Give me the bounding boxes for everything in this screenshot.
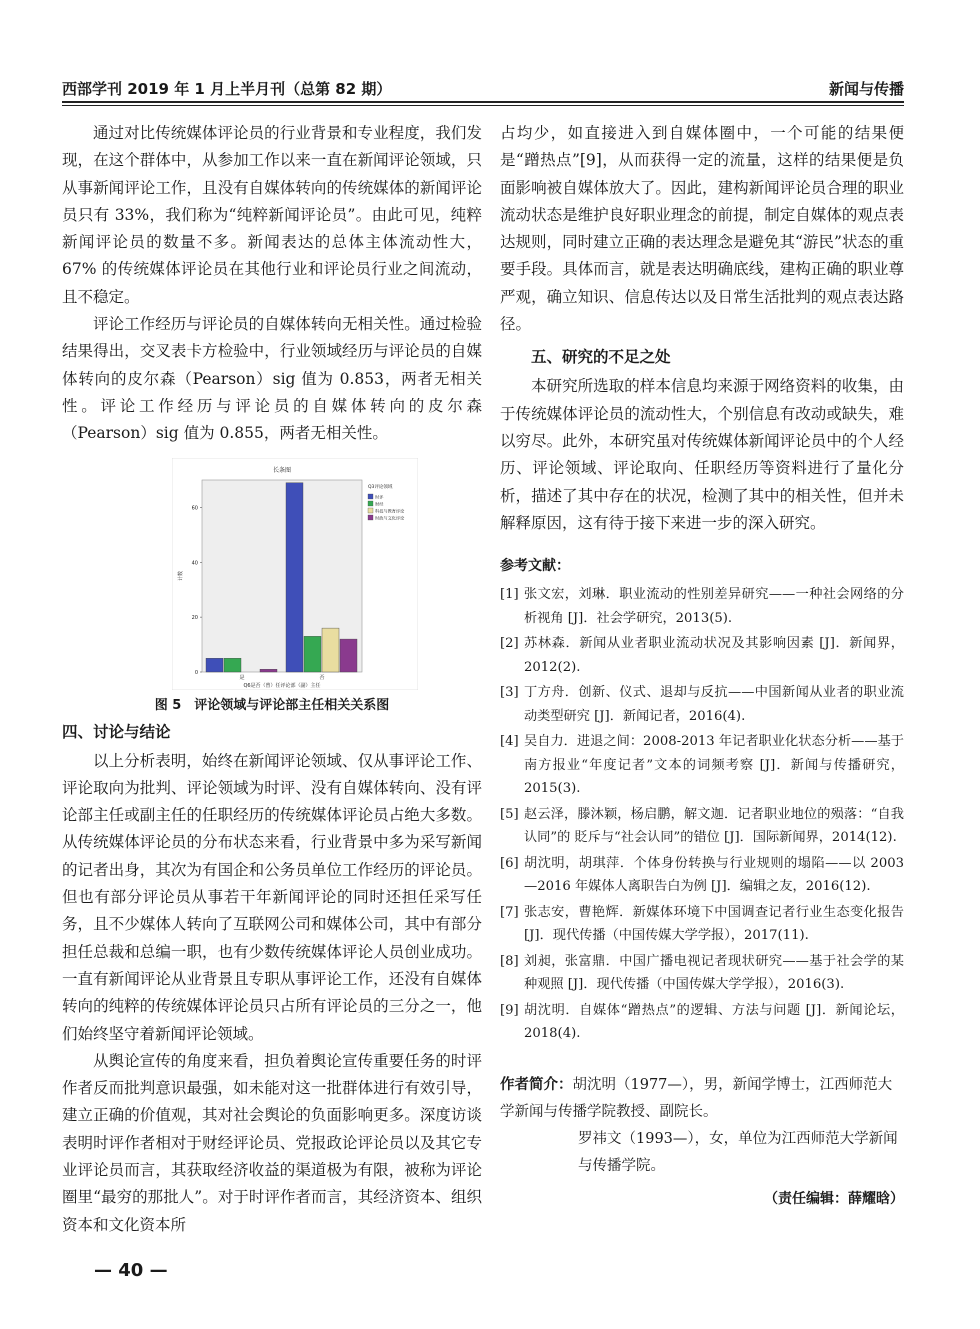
reference-number: [7] [500,904,519,920]
y-tick-label: 60 [191,504,198,511]
reference-item [500,681,904,728]
page-number: — 40 — [94,1260,168,1281]
legend-label: 科技与教育评论 [375,508,405,514]
y-axis-label: 计数 [178,570,184,581]
reference-item [500,583,904,630]
reference-item [500,803,904,850]
chart-title: 长条图 [272,466,292,474]
x-axis-label: Q6是否（曾）任评论部（副）主任 [243,682,321,689]
responsible-editor: （责任编辑：薛耀晗） [764,1190,904,1207]
section-heading: 四、讨论与结论 [62,722,171,741]
bar [260,669,277,672]
legend-swatch [368,494,373,499]
y-tick-label: 40 [191,559,198,566]
reference-text: 胡沈明，胡琪萍．个体身份转换与行业规则的塌陷——以 2003—2016 年媒体人离职告白为例 [J]．编辑之友，2016(12). [524,855,904,895]
figure-5-chart [172,458,418,690]
x-tick-label: 否 [319,674,325,681]
reference-item [500,730,904,801]
reference-item [500,950,904,997]
legend-title: Q3评论领域 [368,484,393,490]
paragraph: 以上分析表明，始终在新闻评论领域、仅从事评论工作、评论取向为批判、评论领域为时评、没有自媒体转向、没有评论部主任或副主任的任职经历的传统媒体评论员占绝大多数。从传统媒体评论员的分布状态来看，行业背景中多为采写新闻的记者出身，其次为有国企和公务员单位工作经历的评论员。但也有部分评论员从事若干年新闻评论的同时还担任采写任务，且不少媒体人转向了互联网公司和媒体公司，其中有部分担任总裁和总编一职，也有少数传统媒体评论人员创业成功。一直有新闻评论从业背景且专职从事评论工作，还没有自媒体转向的纯粹的传统媒体评论员只占所有评论员的三分之一，他们始终坚守着新闻评论领域。 [62,751,482,1043]
legend-swatch [368,501,373,506]
author-1: 胡沈明（1977—），男，新闻学博士，江西师范大学新闻与传播学院教授、副院长。 [500,1076,893,1120]
legend-label: 时评 [375,494,384,500]
bar [224,658,241,672]
reference-text: 刘昶，张富鼎．中国广播电视记者现状研究——基于社会学的某种观照 [J]．现代传播（中国传媒大学学报），2016(3). [524,953,904,993]
reference-number: [9] [500,1002,519,1018]
reference-item [500,632,904,679]
paragraph: 从舆论宣传的角度来看，担负着舆论宣传重要任务的时评作者反而批判意识最强，如未能对这一批群体进行有效引导，建立正确的价值观，其对社会舆论的负面影响更多。深度访谈表明时评作者相对于财经评论员、党报政论评论员以及其它专业评论员而言，其获取经济收益的渠道极为有限，被称为评论圈里“最穷的那批人”。对于时评作者而言，其经济资本、组织资本和文化资本所 [62,1051,482,1234]
bar [322,628,339,672]
legend-swatch [368,515,373,520]
author-bio [500,1072,904,1180]
reference-number: [6] [500,855,519,871]
legend-label: 财经 [375,501,384,507]
reference-text: 丁方舟．创新、仪式、退却与反抗——中国新闻从业者的职业流动类型研究 [J]．新闻记者，2016(4). [524,685,904,724]
header-rule-thin [62,105,904,106]
reference-text: 赵云泽，滕沐颖，杨启鹏，解文迦．记者职业地位的殒落：“自我认同”的 貶斥与“社会认同”的错位 [J]．国际新闻界，2014(12). [524,806,904,846]
left-column [62,120,482,1239]
reference-number: [3] [500,685,519,701]
paragraph: 评论工作经历与评论员的自媒体转向无相关性。通过检验结果得出，交叉表卡方检验中，行业领域经历与评论员的自媒体转向的皮尔森（Pearson）sig 值为 0.853，两者无相关性。评论工作经历与评论员的自媒体转向的皮尔森（Pearson）sig 值为 0.855，两者无相关性。 [62,315,482,443]
references-list [500,583,904,1046]
legend-swatch [368,508,373,513]
reference-number: [5] [500,806,519,822]
section-heading: 五、研究的不足之处 [531,348,671,367]
bar [286,482,303,671]
reference-item [500,999,904,1046]
x-tick-label: 是 [239,674,245,681]
journal-info: 西部学刊 2019 年 1 月上半月刊（总第 82 期） [62,80,392,98]
section-name: 新闻与传播 [828,80,904,98]
y-tick-label: 0 [194,669,198,676]
reference-number: [1] [500,587,519,603]
reference-item [500,901,904,948]
header-rule [62,101,904,103]
right-column [500,120,904,1208]
reference-number: [2] [500,636,519,652]
y-tick-label: 20 [191,614,198,621]
reference-number: [8] [500,953,519,969]
bar [304,636,321,672]
reference-number: [4] [500,734,519,750]
references-title: 参考文献： [500,558,570,575]
legend-label: 时政与文化评论 [375,515,405,521]
paragraph: 通过对比传统媒体评论员的行业背景和专业程度，我们发现，在这个群体中，从参加工作以来一直在新闻评论领域，只从事新闻评论工作，且没有自媒体转向的传统媒体的新闻评论员只有 33%，我们称为“纯粹新闻评论员”。由此可见，纯粹新闻评论员的数量不多。新闻表达的总体主体流动性大，67% 的传统媒体评论员在其他行业和评论员行业之间流动，且不稳定。 [62,124,482,306]
paragraph: 占均少，如直接进入到自媒体圈中，一个可能的结果便是“蹭热点”[9]，从而获得一定的流量，这样的结果便是负面影响被自媒体放大了。因此，建构新闻评论员合理的职业流动状态是维护良好职业理念的前提，制定自媒体的观点表达规则，同时建立正确的表达理念是避免其“游民”状态的重要手段。具体而言，就是表达明确底线，建构正确的职业尊严观，确立知识、信息传达以及日常生活批判的观点表达路径。 [500,124,904,334]
bar [340,639,357,672]
reference-item [500,852,904,899]
bar [206,658,223,672]
author-label: 作者简介： [500,1076,573,1093]
reference-text: 吴自力．进退之间：2008-2013 年记者职业化状态分析——基于南方报业“年度记者”文本的词频考察 [J]．新闻与传播研究，2015(3). [524,734,904,797]
reference-text: 苏林森．新闻从业者职业流动状况及其影响因素 [J]．新闻界，2012(2). [524,636,904,675]
reference-text: 张文宏，刘琳．职业流动的性别差异研究——一种社会网络的分析视角 [J]．社会学研究，2013(5). [524,587,904,626]
reference-text: 张志安，曹艳辉．新媒体环境下中国调查记者行业生态变化报告 [J]．现代传播（中国传媒大学学报），2017(11). [524,904,904,944]
author-2: 罗祎文（1993—），女，单位为江西师范大学新闻与传播学院。 [578,1130,898,1174]
reference-text: 胡沈明．自媒体“蹭热点”的逻辑、方法与问题 [J]．新闻论坛，2018(4). [524,1002,904,1042]
paragraph: 本研究所选取的样本信息均来源于网络资料的收集，由于传统媒体评论员的流动性大，个别信息有改动或缺失，难以穷尽。此外，本研究虽对传统媒体新闻评论员中的个人经历、评论领域、评论取向、任职经历等资料进行了量化分析，描述了其中存在的状况，检测了其中的相关性，但并未解释原因，这有待于接下来进一步的深入研究。 [500,377,904,532]
bar-chart [172,458,418,690]
figure-caption: 图 5 评论领域与评论部主任相关关系图 [154,697,390,713]
